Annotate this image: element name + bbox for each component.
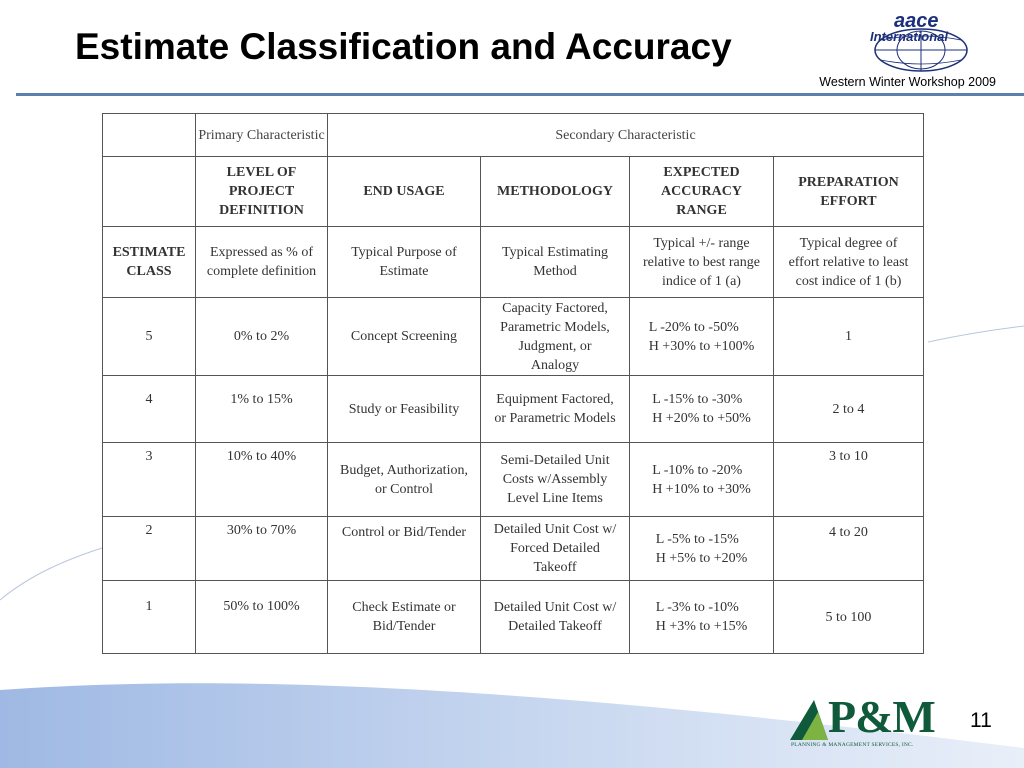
cell-usage: Check Estimate or Bid/Tender <box>328 581 481 654</box>
page-number: 11 <box>970 709 992 732</box>
header-rule <box>16 93 1024 96</box>
cell-class: 5 <box>103 298 196 376</box>
table-row <box>103 298 924 376</box>
cell-definition: 1% to 15% <box>196 376 328 443</box>
pm-logo-subtext: PLANNING & MANAGEMENT SERVICES, INC. <box>791 742 914 748</box>
table-corner-cell <box>103 114 196 157</box>
cell-definition: 10% to 40% <box>196 443 328 517</box>
pm-logo-text: P&M <box>828 691 935 742</box>
accuracy-range-text: L -15% to -30% H +20% to +50% <box>652 392 751 426</box>
accuracy-range-text: L -10% to -20% H +10% to +30% <box>652 462 751 497</box>
table-blank-cell <box>103 157 196 227</box>
workshop-subtitle: Western Winter Workshop 2009 <box>819 75 996 89</box>
cell-accuracy <box>630 376 774 443</box>
cell-effort: 4 to 20 <box>774 517 924 581</box>
cell-accuracy <box>630 517 774 581</box>
cell-class: 1 <box>103 581 196 654</box>
cell-method: Detailed Unit Cost w/ Forced Detailed Takeoff <box>481 517 630 581</box>
column-header-methodology: METHODOLOGY <box>481 157 630 227</box>
table-header-row <box>103 114 924 157</box>
aace-logo-subtext: International <box>870 29 949 44</box>
table-description-row <box>103 227 924 298</box>
column-header-accuracy: EXPECTED ACCURACY RANGE <box>630 157 774 227</box>
description-usage: Typical Purpose of Estimate <box>328 227 481 298</box>
table-column-header-row <box>103 157 924 227</box>
cell-usage: Study or Feasibility <box>328 376 481 443</box>
cell-method: Semi-Detailed Unit Costs w/Assembly Level Line Items <box>481 443 630 517</box>
secondary-characteristic-header: Secondary Characteristic <box>328 114 924 157</box>
description-definition: Expressed as % of complete definition <box>196 227 328 298</box>
cell-method: Capacity Factored, Parametric Models, Judgment, or Analogy <box>481 298 630 376</box>
cell-method: Detailed Unit Cost w/ Detailed Takeoff <box>481 581 630 654</box>
cell-definition: 0% to 2% <box>196 298 328 376</box>
pm-logo <box>788 691 935 754</box>
table-row <box>103 443 924 517</box>
cell-accuracy <box>630 443 774 517</box>
cell-effort: 5 to 100 <box>774 581 924 654</box>
row-header-estimate-class: ESTIMATE CLASS <box>103 227 196 298</box>
accuracy-range-text: L -5% to -15% H +5% to +20% <box>655 531 748 566</box>
column-header-definition: LEVEL OF PROJECT DEFINITION <box>196 157 328 227</box>
cell-accuracy <box>630 581 774 654</box>
column-header-effort: PREPARATION EFFORT <box>774 157 924 227</box>
cell-class: 4 <box>103 376 196 443</box>
aace-logo <box>866 10 976 72</box>
cell-accuracy <box>630 298 774 376</box>
cell-usage: Concept Screening <box>328 298 481 376</box>
cell-effort: 2 to 4 <box>774 376 924 443</box>
cell-effort: 3 to 10 <box>774 443 924 517</box>
slide-title: Estimate Classification and Accuracy <box>75 26 732 67</box>
cell-class: 3 <box>103 443 196 517</box>
cell-usage: Control or Bid/Tender <box>328 517 481 581</box>
cell-usage: Budget, Authorization, or Control <box>328 443 481 517</box>
description-methodology: Typical Estimating Method <box>481 227 630 298</box>
accuracy-range-text: L -20% to -50% H +30% to +100% <box>648 319 755 354</box>
mountain-icon <box>788 698 830 742</box>
column-header-usage: END USAGE <box>328 157 481 227</box>
table-row <box>103 376 924 443</box>
description-effort: Typical degree of effort relative to least cost indice of 1 (b) <box>774 227 924 298</box>
cell-method: Equipment Factored, or Parametric Models <box>481 376 630 443</box>
table-row <box>103 517 924 581</box>
accuracy-range-text: L -3% to -10% H +3% to +15% <box>655 600 748 634</box>
estimate-classification-table <box>102 113 924 654</box>
cell-definition: 30% to 70% <box>196 517 328 581</box>
table-row <box>103 581 924 654</box>
cell-definition: 50% to 100% <box>196 581 328 654</box>
cell-effort: 1 <box>774 298 924 376</box>
description-accuracy: Typical +/- range relative to best range indice of 1 (a) <box>630 227 774 298</box>
primary-characteristic-header: Primary Characteristic <box>196 114 328 157</box>
cell-class: 2 <box>103 517 196 581</box>
aace-logo-text: aace <box>894 10 939 32</box>
